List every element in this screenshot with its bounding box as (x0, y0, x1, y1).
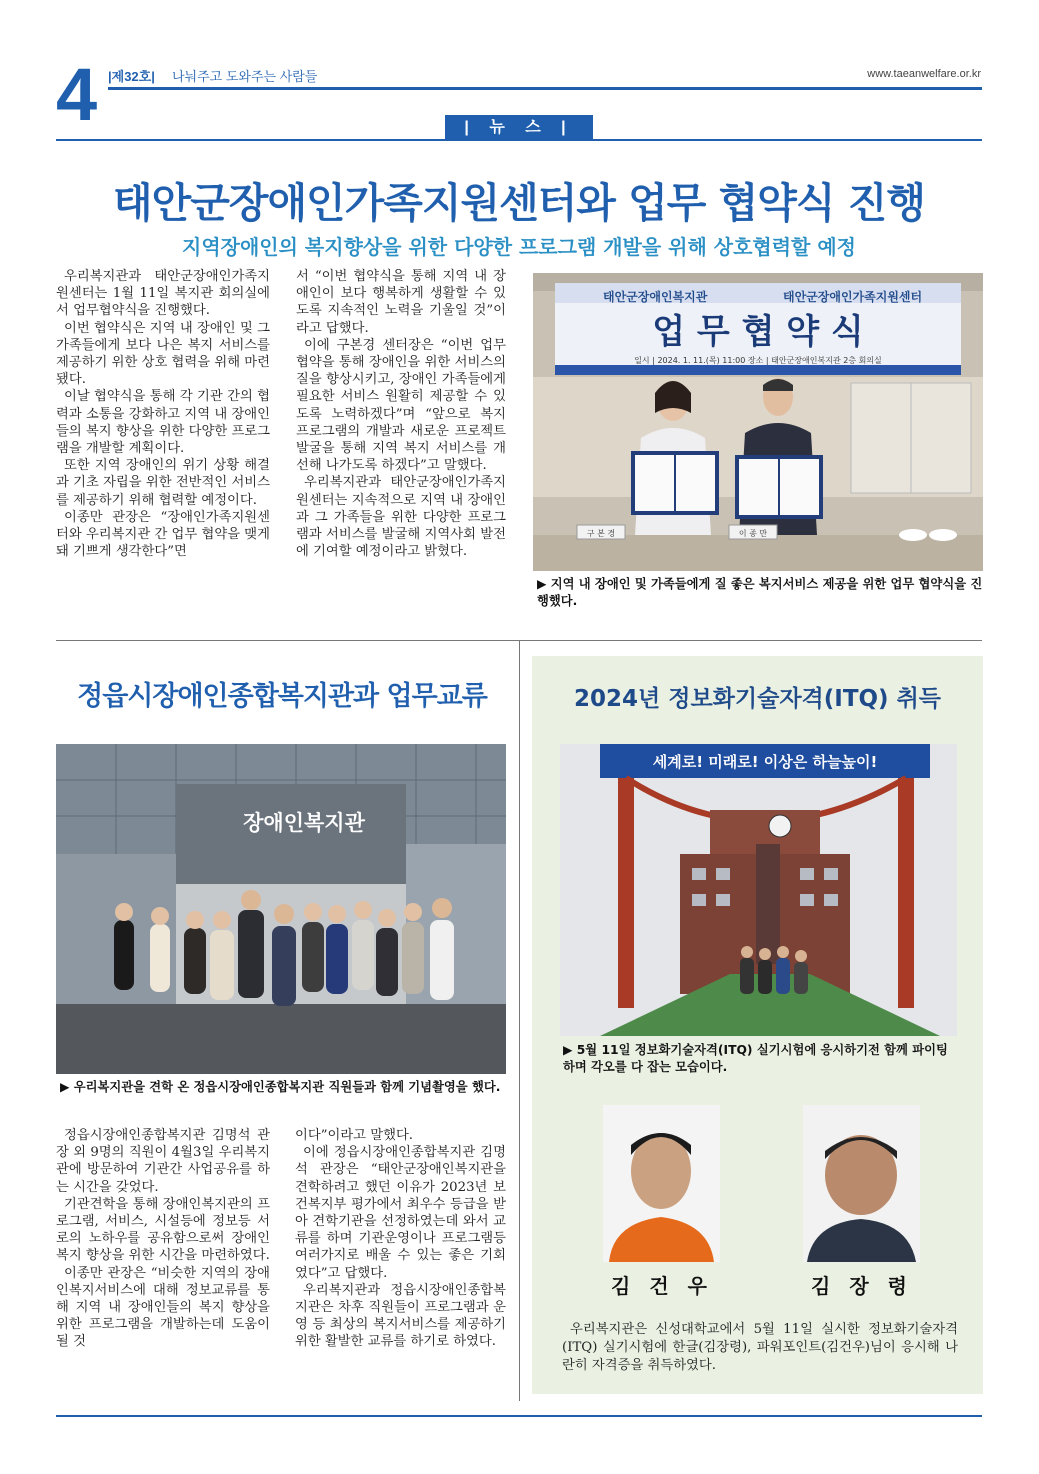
article1-column-1 (56, 268, 270, 560)
person-name-1: 김 건 우 (611, 1274, 713, 1298)
paragraph: 이에 구본경 센터장은 “이번 업무협약을 통해 장애인을 위한 서비스의 질을 향상시키고, 장애인 가족들에게 필요한 서비스 원활히 제공할 수 있도록 노력하겠다”며 “앞으로 복지 프로그램의 개발과 새로운 프로젝트 발굴을 통해 지역 복지 서비스를 개선해 나가도록 하겠다”고 말했다. (296, 337, 506, 474)
banner-info: 일시 | 2024. 1. 11.(목) 11:00 장소 | 태안군장애인복지관 2층 회의실 (634, 356, 882, 365)
portrait-photo (803, 1105, 920, 1262)
itq-exam-photo (560, 744, 957, 1036)
paragraph: 이다”이라고 말했다. (295, 1128, 414, 1143)
paragraph: 또한 지역 장애인의 위기 상황 해결과 기초 자립을 위한 전반적인 서비스를 제공하기 위해 협력할 예정이다. (56, 458, 270, 508)
paragraph: 이에 정읍시장애인종합복지관 김명석 관장은 “태안군장애인복지관을 견학하려고 했던 이유가 2023년 보건복지부 평가에서 최우수 등급을 받아 견학기관을 선정하였는데 와서 교류를 하며 기관운영이나 프로그램등 여러가지로 배울 수 있는 좋은 기회였다”고 답했다. (295, 1145, 506, 1281)
paragraph: 우리복지관과 태안군장애인가족지원센터는 지속적으로 지역 내 장애인과 그 가족들을 위한 다양한 프로그램과 서비스를 발굴해 지역사회 발전에 기여할 예정이라고 밝혔다. (296, 475, 506, 560)
building-sign: 장애인복지관 (243, 811, 365, 835)
photo-banner: 세계로! 미래로! 이상은 하늘높이! (652, 753, 878, 771)
article2-caption: ▶ 우리복지관을 견학 온 정읍시장애인종합복지관 직원들과 함께 기념촬영을 했다. (60, 1080, 501, 1094)
article2-column-1 (56, 1127, 270, 1351)
header-rule (108, 87, 982, 90)
paragraph: 서 “이번 협약식을 통해 지역 내 장애인이 보다 행복하게 생활할 수 있도록 지속적인 노력을 기울일 것”이라고 답했다. (296, 269, 506, 336)
article1-column-2 (296, 268, 506, 560)
column-divider (519, 641, 520, 1401)
banner-org1: 태안군장애인복지관 (603, 290, 708, 304)
newsletter-slogan: 나눠주고 도와주는 사람들 (172, 69, 318, 84)
paragraph: 우리복지관과 정읍시장애인종합복지관은 차후 직원들이 프로그램과 운영 등 최상의 복지서비스를 제공하기 위한 활발한 교류를 하기로 하였다. (295, 1282, 506, 1350)
paragraph: 이날 협약식을 통해 각 기관 간의 협력과 소통을 강화하고 지역 내 장애인들의 복지 향상을 위한 다양한 프로그램을 개발할 계획이다. (56, 389, 270, 457)
person-name-2: 김 장 령 (811, 1274, 913, 1298)
nameplate-1: 구 본 경 (586, 529, 616, 538)
issue-number: |제32호| (108, 69, 155, 84)
page-number: 4 (56, 53, 96, 136)
banner-title: 업 무 협 약 식 (652, 312, 864, 352)
article1-subtitle: 지역장애인의 복지향상을 위한 다양한 프로그램 개발을 위해 상호협력할 예정 (182, 235, 856, 259)
banner-org2: 태안군장애인가족지원센터 (783, 290, 923, 304)
article3-text (562, 1321, 958, 1375)
agreement-ceremony-photo (533, 273, 983, 571)
article1-caption: ▶ 지역 내 장애인 및 가족들에게 질 좋은 복지서비스 제공을 위한 업무 협약식을 진행했다. (537, 577, 983, 608)
article3-title: 2024년 정보화기술자격(ITQ) 취득 (573, 686, 942, 712)
section-rule (56, 139, 982, 141)
article2-column-2 (295, 1127, 506, 1351)
paragraph: 우리복지관은 신성대학교에서 5월 11일 실시한 정보화기술자격(ITQ) 실기시험에 한글(김장령), 파워포인트(김건우)님이 응시해 나란히 자격증을 취득하였다. (562, 1322, 958, 1373)
article3-caption: ▶ 5월 11일 정보화기술자격(ITQ) 실기시험에 응시하기전 함께 파이팅 하며 각오를 다 잡는 모습이다. (563, 1043, 948, 1074)
section-label: | 뉴 스 | (445, 115, 593, 140)
group-visit-photo (56, 744, 506, 1074)
website-url: www.taeanwelfare.or.kr (867, 68, 981, 80)
article1-title: 태안군장애인가족지원센터와 업무 협약식 진행 (113, 179, 925, 227)
paragraph: 기관견학을 통해 장애인복지관의 프로그램, 서비스, 시설등에 정보등 서로의 노하우를 공유함으로써 장애인복지 향상을 위한 시간을 마련하였다. (56, 1196, 270, 1264)
paragraph: 이종만 관장은 “비슷한 지역의 장애인복지서비스에 대해 정보교류를 통해 지역 내 장애인들의 복지 향상을 위한 프로그램을 개발하는데 도움이 될 것 (56, 1265, 270, 1350)
paragraph: 우리복지관과 태안군장애인가족지원센터는 1월 11일 복지관 회의실에서 업무협약식을 진행했다. (56, 269, 270, 319)
bottom-rule (56, 1415, 982, 1417)
paragraph: 이종만 관장은 “장애인가족지원센터와 우리복지관 간 업무 협약을 맺게 돼 기쁘게 생각한다”면 (56, 509, 270, 560)
paragraph: 정읍시장애인종합복지관 김명석 관장 외 9명의 직원이 4월3일 우리복지관에 방문하여 기관간 사업공유를 하는 시간을 갖었다. (56, 1128, 270, 1195)
article2-title: 정읍시장애인종합복지관과 업무교류 (77, 681, 487, 712)
nameplate-2: 이 종 만 (738, 529, 768, 538)
paragraph: 이번 협약식은 지역 내 장애인 및 그 가족들에게 보다 나은 복지 서비스를 제공하기 위한 상호 협력을 위해 마련됐다. (56, 320, 270, 388)
portrait-photo (603, 1105, 720, 1262)
